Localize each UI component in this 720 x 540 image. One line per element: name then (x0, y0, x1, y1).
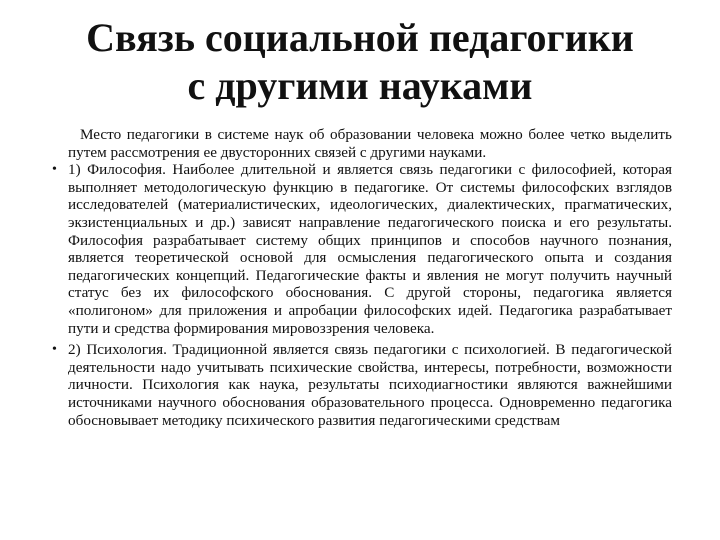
list-item-text: 2) Психология. Традиционной является связь педагогики с психологией. В педагогической деятельности надо учитывать психические свойства, интересы, потребности, возможности личности. Психология как наука, результаты психодиагностики являются важнейшими источниками научного обоснования образовательного процесса. Одновременно педагогика обосновывает методику психического развития педагогическими средствам (68, 341, 672, 429)
slide-title (40, 14, 680, 110)
bullet-icon: • (52, 342, 57, 358)
list-item-philosophy (52, 161, 672, 337)
list-item-psychology (52, 341, 672, 429)
intro-paragraph: Место педагогики в системе наук об образовании человека можно более четко выделить путем рассмотрения ее двусторонних связей с другими науками. (68, 126, 672, 161)
bullet-icon: • (52, 162, 57, 178)
slide-body (52, 126, 672, 433)
slide-title-line-1: Связь социальной педагогики (86, 15, 634, 60)
bullet-list (52, 161, 672, 429)
slide-title-line-2: с другими науками (187, 63, 533, 108)
list-item-text: 1) Философия. Наиболее длительной и является связь педагогики с философией, которая выполняет методологическую функцию в педагогике. От системы философских взглядов исследователей (материалистических, идеологических, диалектических, прагматических, экзистенциальных и др.) зависят направление педагогического поиска и его результаты. Философия разрабатывает систему общих принципов и способов научного познания, является теоретической основой для осмысления педагогического опыта и создания педагогических концепций. Педагогические факты и явления не могут получить научный статус без их философского обоснования. С другой стороны, педагогика является «полигоном» для приложения и апробации философских идей. Педагогика разрабатывает пути и средства формирования мировоззрения человека. (68, 161, 672, 337)
